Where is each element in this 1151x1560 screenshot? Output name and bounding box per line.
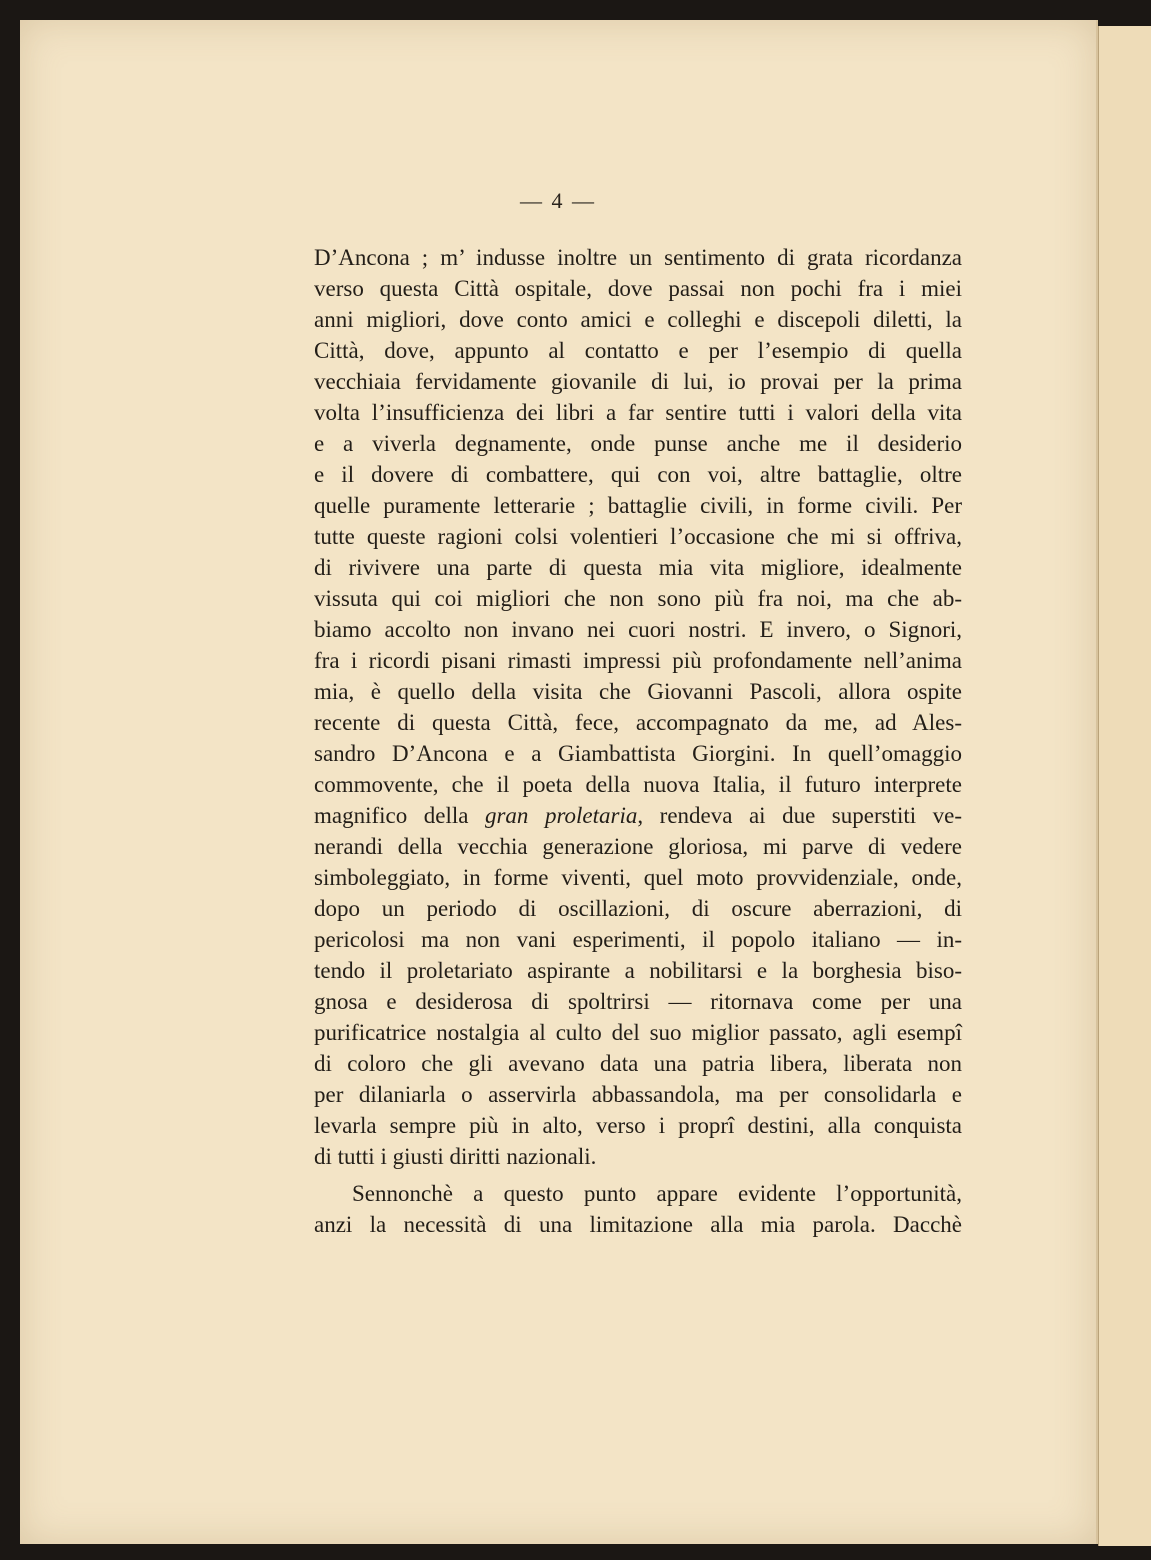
text-segment: , rendeva ai due superstiti ve- — [637, 803, 962, 828]
text-line: e a viverla degnamente, onde punse anche me il desiderio — [314, 431, 962, 456]
italic-phrase: gran proletaria — [484, 803, 638, 828]
text-line: di tutti i giusti diritti nazionali. — [314, 1144, 597, 1169]
text-line: pericolosi ma non vani esperimenti, il popolo italiano — in- — [314, 927, 962, 952]
text-line-with-italic — [314, 800, 962, 831]
text-line: tutte queste ragioni colsi volentieri l’occasione che mi si offriva, — [314, 524, 962, 549]
text-line: dopo un periodo di oscillazioni, di oscure aberrazioni, di — [314, 896, 962, 921]
page-number: — 4 — — [520, 188, 596, 213]
text-line: Città, dove, appunto al contatto e per l’esempio di quella — [314, 338, 962, 363]
text-line: purificatrice nostalgia al culto del suo miglior passato, agli esempî — [314, 1020, 962, 1045]
text-line: simboleggiato, in forme viventi, quel moto provvidenziale, onde, — [314, 865, 962, 890]
text-line: commovente, che il poeta della nuova Italia, il futuro interprete — [314, 772, 962, 797]
adjacent-page-edge — [1098, 26, 1151, 1546]
text-line: verso questa Città ospitale, dove passai non pochi fra i miei — [314, 276, 962, 301]
text-line: nerandi della vecchia generazione gloriosa, mi parve di vedere — [314, 834, 962, 859]
text-line: per dilaniarla o asservirla abbassandola, ma per consolidarla e — [314, 1082, 962, 1107]
text-line: tendo il proletariato aspirante a nobilitarsi e la borghesia biso- — [314, 958, 962, 983]
text-line: gnosa e desiderosa di spoltrirsi — ritornava come per una — [314, 989, 962, 1014]
text-line: vecchiaia fervidamente giovanile di lui, io provai per la prima — [314, 369, 962, 394]
text-line: recente di questa Città, fece, accompagnato da me, ad Ales- — [314, 710, 962, 735]
text-line: mia, è quello della visita che Giovanni Pascoli, allora ospite — [314, 679, 962, 704]
book-page — [20, 20, 1098, 1544]
text-segment: magnifico della — [314, 803, 485, 828]
text-line: sandro D’Ancona e a Giambattista Giorgini. In quell’omaggio — [314, 741, 962, 766]
text-line: di rivivere una parte di questa mia vita migliore, idealmente — [314, 555, 962, 580]
text-line: anni migliori, dove conto amici e colleghi e discepoli diletti, la — [314, 307, 962, 332]
text-line: Sennonchè a questo punto appare evidente l’opportunità, — [352, 1181, 962, 1206]
text-line: volta l’insufficienza dei libri a far sentire tutti i valori della vita — [314, 400, 962, 425]
text-line: vissuta qui coi migliori che non sono più fra noi, ma che ab- — [314, 586, 962, 611]
body-text — [314, 242, 962, 1240]
text-line: e il dovere di combattere, qui con voi, altre battaglie, oltre — [314, 462, 962, 487]
text-line: anzi la necessità di una limitazione alla mia parola. Dacchè — [314, 1212, 962, 1237]
text-line: levarla sempre più in alto, verso i proprî destini, alla conquista — [314, 1113, 962, 1138]
text-line: biamo accolto non invano nei cuori nostri. E invero, o Signori, — [314, 617, 962, 642]
text-line: quelle puramente letterarie ; battaglie civili, in forme civili. Per — [314, 493, 962, 518]
text-line: fra i ricordi pisani rimasti impressi più profondamente nell’anima — [314, 648, 962, 673]
text-line: di coloro che gli avevano data una patria libera, liberata non — [314, 1051, 962, 1076]
text-line: D’Ancona ; m’ indusse inoltre un sentimento di grata ricordanza — [314, 245, 962, 270]
